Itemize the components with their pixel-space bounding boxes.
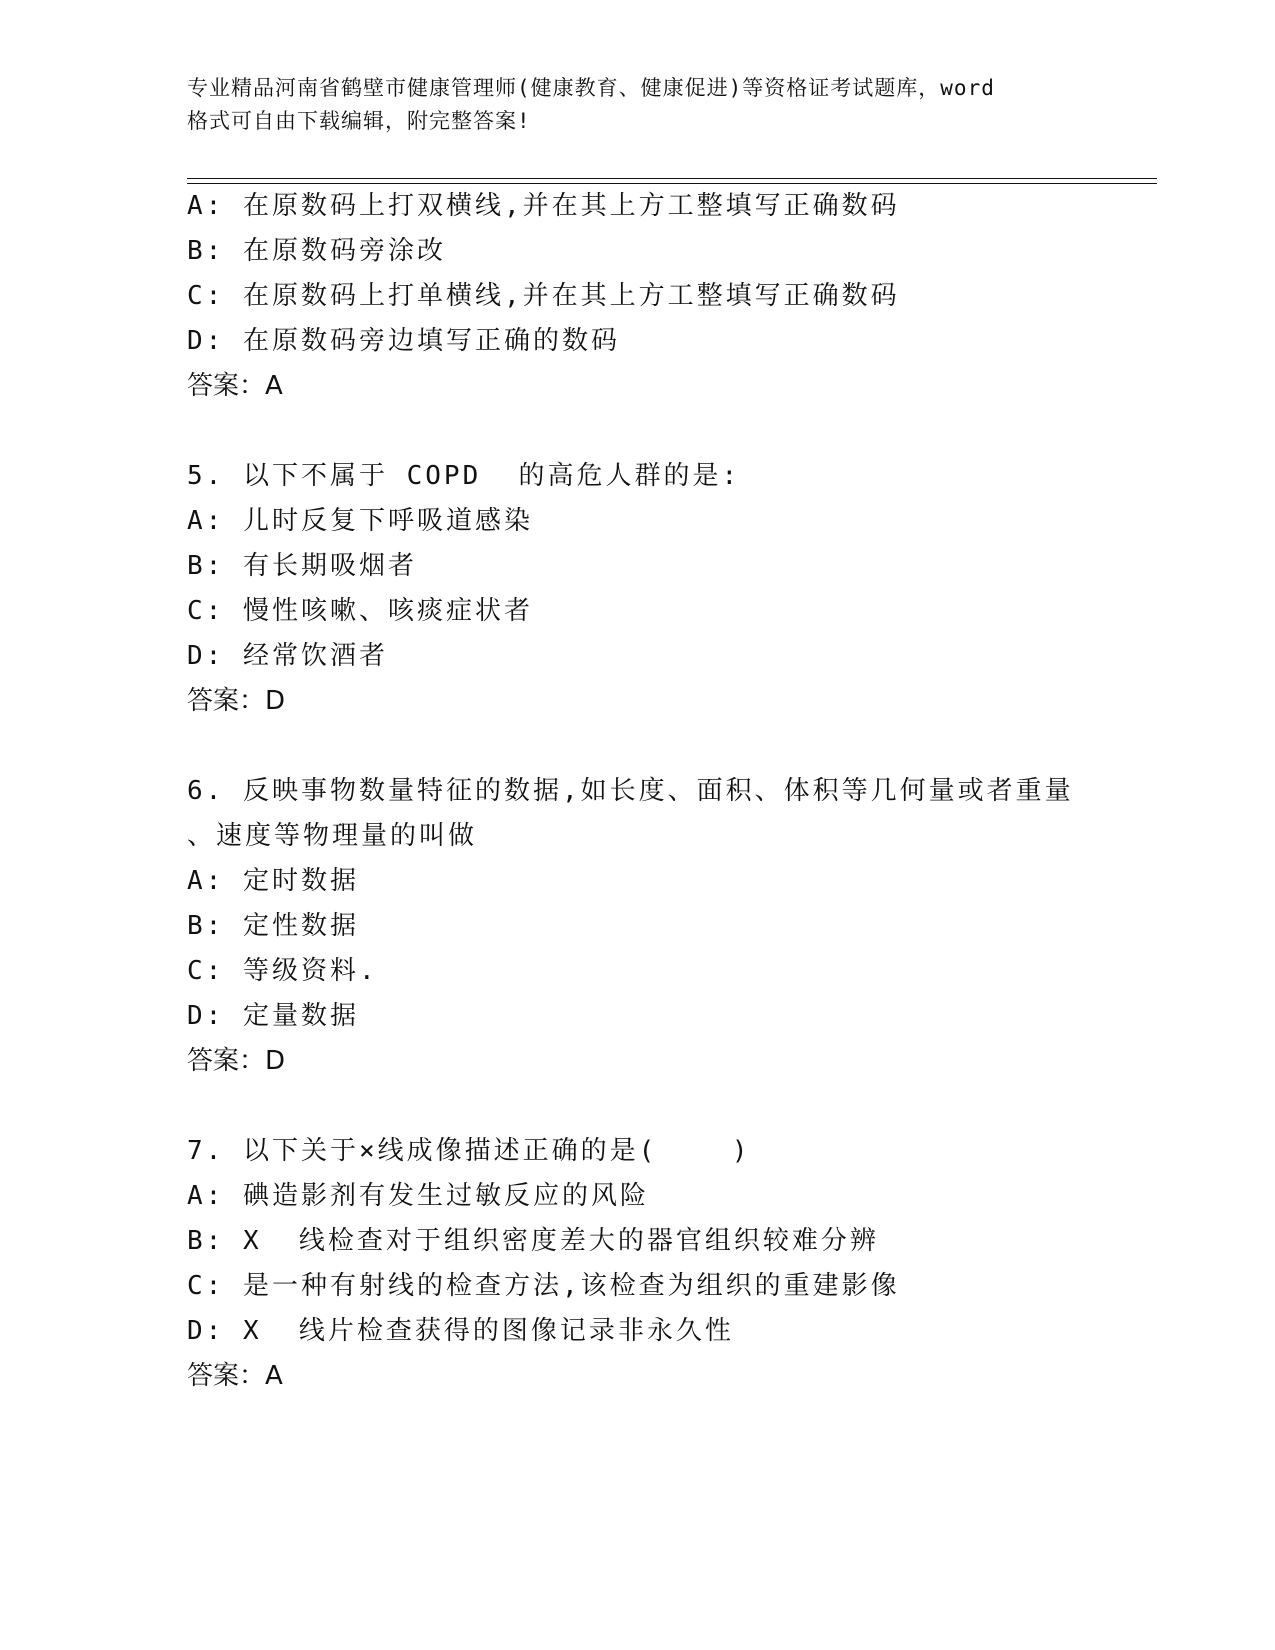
q6-answer: 答案：D — [187, 1046, 286, 1076]
q5-answer: 答案：D — [187, 686, 286, 716]
q6-option-a: A: 定时数据 — [187, 866, 359, 896]
q5-question: 5. 以下不属于 COPD 的高危人群的是: — [187, 461, 741, 491]
q5-option-a: A: 儿时反复下呼吸道感染 — [187, 506, 533, 536]
q7-option-a: A: 碘造影剂有发生过敏反应的风险 — [187, 1181, 649, 1211]
header-line-2: 格式可自由下载编辑，附完整答案! — [187, 109, 531, 133]
q6-option-b: B: 定性数据 — [187, 911, 359, 941]
q7-question: 7. 以下关于×线成像描述正确的是( ) — [187, 1136, 751, 1166]
q6-option-c: C: 等级资料. — [187, 956, 378, 986]
q6-question-line-2: 、速度等物理量的叫做 — [187, 821, 478, 851]
q6-option-d: D: 定量数据 — [187, 1001, 359, 1031]
q5-option-c: C: 慢性咳嗽、咳痰症状者 — [187, 596, 533, 626]
q7-answer: 答案：A — [187, 1361, 283, 1391]
q5-option-b: B: 有长期吸烟者 — [187, 551, 417, 581]
header-divider-bottom — [187, 183, 1157, 184]
header-line-1: 专业精品河南省鹤壁市健康管理师(健康教育、健康促进)等资格证考试题库，word — [187, 76, 995, 100]
q4-option-b: B: 在原数码旁涂改 — [187, 236, 446, 266]
q5-option-d: D: 经常饮酒者 — [187, 641, 388, 671]
q4-option-d: D: 在原数码旁边填写正确的数码 — [187, 326, 620, 356]
q4-option-a: A: 在原数码上打双横线,并在其上方工整填写正确数码 — [187, 191, 900, 221]
q7-option-d: D: X 线片检查获得的图像记录非永久性 — [187, 1316, 734, 1346]
document-header — [187, 72, 1087, 138]
q4-answer: 答案：A — [187, 371, 283, 401]
q4-option-c: C: 在原数码上打单横线,并在其上方工整填写正确数码 — [187, 281, 900, 311]
q7-option-b: B: X 线检查对于组织密度差大的器官组织较难分辨 — [187, 1226, 879, 1256]
header-divider-top — [187, 178, 1157, 179]
q7-option-c: C: 是一种有射线的检查方法,该检查为组织的重建影像 — [187, 1271, 900, 1301]
q6-question-line-1: 6. 反映事物数量特征的数据,如长度、面积、体积等几何量或者重量 — [187, 776, 1074, 806]
